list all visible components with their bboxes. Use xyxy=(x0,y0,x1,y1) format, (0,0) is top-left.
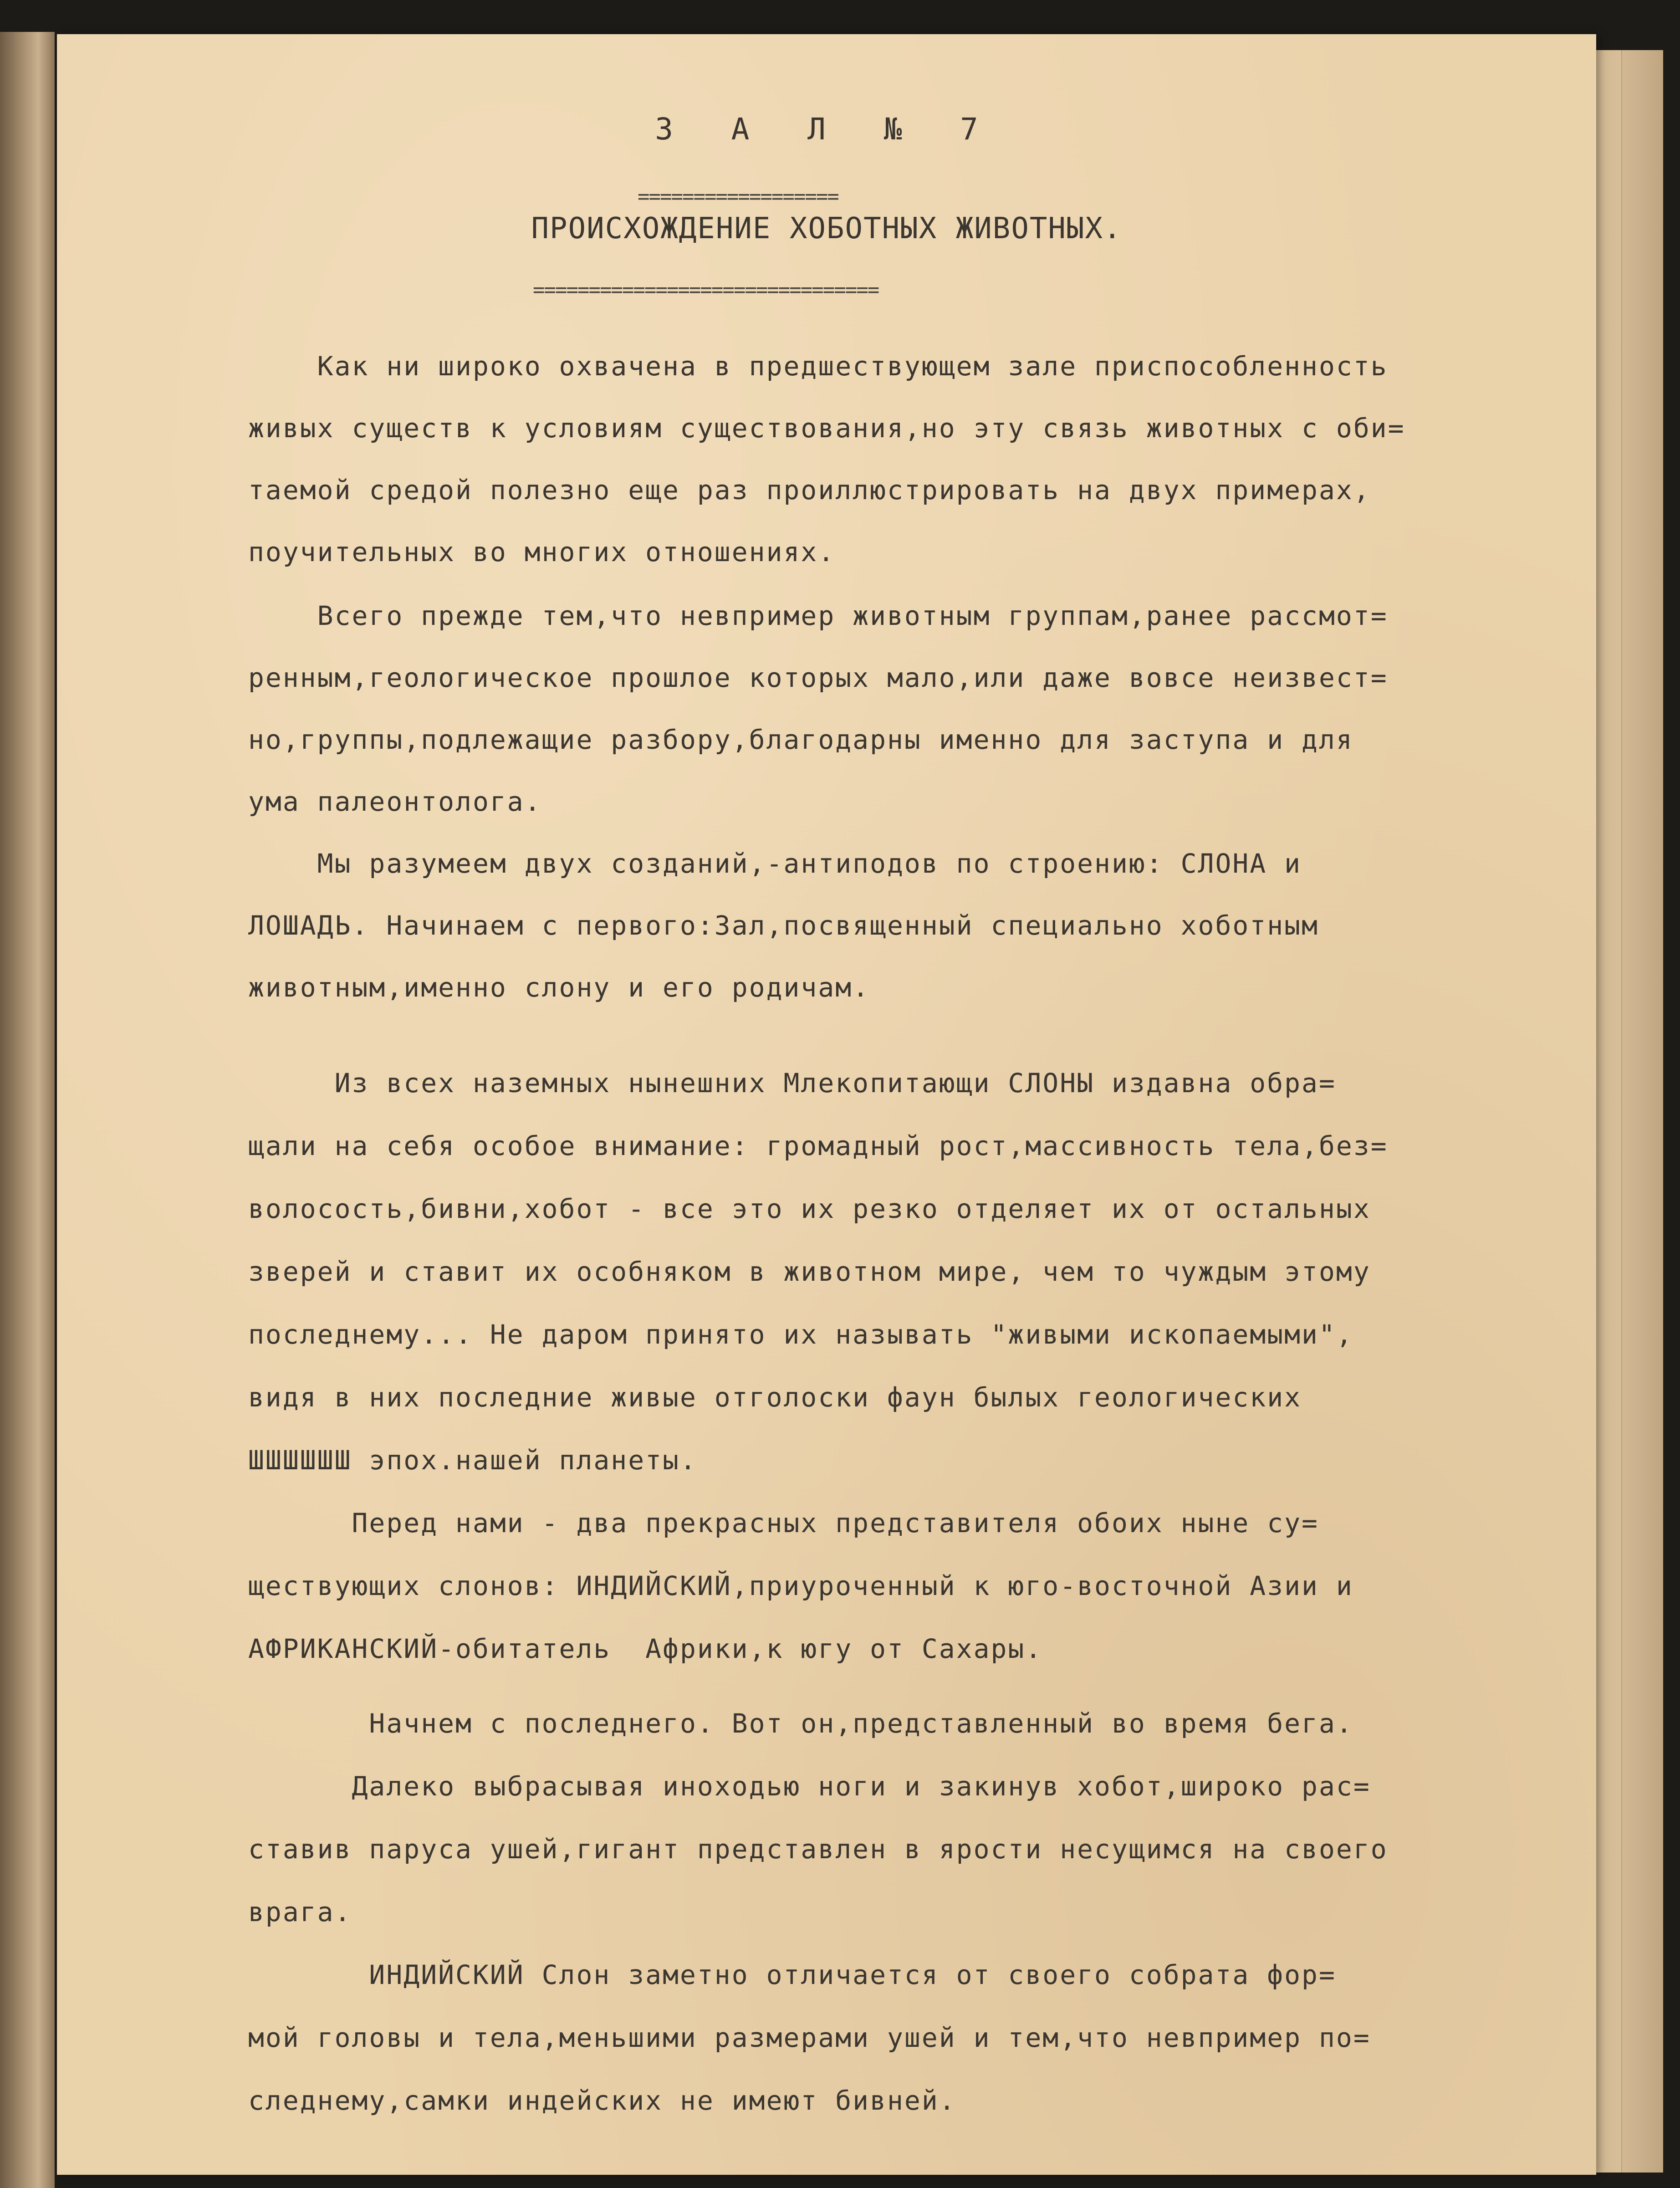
text-line: Как ни широко охвачена в предшествующем зале приспособленность xyxy=(248,351,1388,382)
page-stack-edge-back xyxy=(1621,50,1663,2173)
binder-edge xyxy=(0,32,55,2188)
text-line: следнему,самки индейских не имеют бивней. xyxy=(248,2085,956,2116)
text-line: ИНДИЙСКИЙ Слон заметно отличается от своего собрата фор= xyxy=(248,1959,1336,1990)
text-line: ществующих слонов: ИНДИЙСКИЙ,приуроченный к юго-восточной Азии и xyxy=(248,1570,1353,1601)
text-line: животным,именно слону и его родичам. xyxy=(248,972,870,1003)
text-line: Мы разумеем двух созданий,-антиподов по строению: СЛОНА и xyxy=(248,848,1302,879)
text-line: Начнем с последнего. Вот он,представленный во время бега. xyxy=(248,1708,1353,1739)
text-line: АФРИКАНСКИЙ-обитатель Африки,к югу от Сахары. xyxy=(248,1633,1043,1664)
text-line: ставив паруса ушей,гигант представлен в ярости несущимся на своего xyxy=(248,1834,1388,1865)
subtitle-underline: =============================== xyxy=(533,278,879,302)
text-line: ума палеонтолога. xyxy=(248,786,542,817)
text-line: таемой средой полезно еще раз проиллюстрировать на двух примерах, xyxy=(248,475,1371,506)
text-line: последнему... Не даром принято их называть "живыми ископаемыми", xyxy=(248,1319,1353,1350)
text-line: поучительных во многих отношениях. xyxy=(248,537,836,567)
text-line: Перед нами - два прекрасных представителя обоих ныне су= xyxy=(248,1508,1319,1539)
hall-title: З А Л № 7 xyxy=(655,112,998,147)
text-line: Далеко выбрасывая иноходью ноги и закинув хобот,широко рас= xyxy=(248,1771,1371,1802)
text-line: зверей и ставит их особняком в животном мире, чем то чуждым этому xyxy=(248,1256,1371,1287)
page-subtitle: ПРОИСХОЖДЕНИЕ ХОБОТНЫХ ЖИВОТНЫХ. xyxy=(531,212,1122,245)
text-line: живых существ к условиям существования,но эту связь животных с оби= xyxy=(248,413,1405,444)
text-line: Из всех наземных нынешних Млекопитающи СЛОНЫ издавна обра= xyxy=(248,1068,1336,1099)
typed-page xyxy=(57,34,1596,2175)
text-line: но,группы,подлежащие разбору,благодарны именно для заступа и для xyxy=(248,724,1353,755)
title-underline: ================== xyxy=(638,185,838,208)
text-line: волосость,бивни,хобот - все это их резко отделяет их от остальных xyxy=(248,1193,1371,1224)
text-line: щали на себя особое внимание: громадный рост,массивность тела,без= xyxy=(248,1130,1388,1161)
text-line: видя в них последние живые отголоски фаун былых геологических xyxy=(248,1382,1302,1413)
text-line: ЛОШАДЬ. Начинаем с первого:Зал,посвященный специально хоботным xyxy=(248,910,1319,941)
text-line: Всего прежде тем,что невпример животным группам,ранее рассмот= xyxy=(248,600,1388,631)
text-line: ренным,геологическое прошлое которых мало,или даже вовсе неизвест= xyxy=(248,662,1388,693)
text-line: мой головы и тела,меньшими размерами ушей и тем,что невпример по= xyxy=(248,2022,1371,2053)
text-line: ШШШШШШ эпох.нашей планеты. xyxy=(248,1445,697,1476)
text-line: врага. xyxy=(248,1897,352,1927)
